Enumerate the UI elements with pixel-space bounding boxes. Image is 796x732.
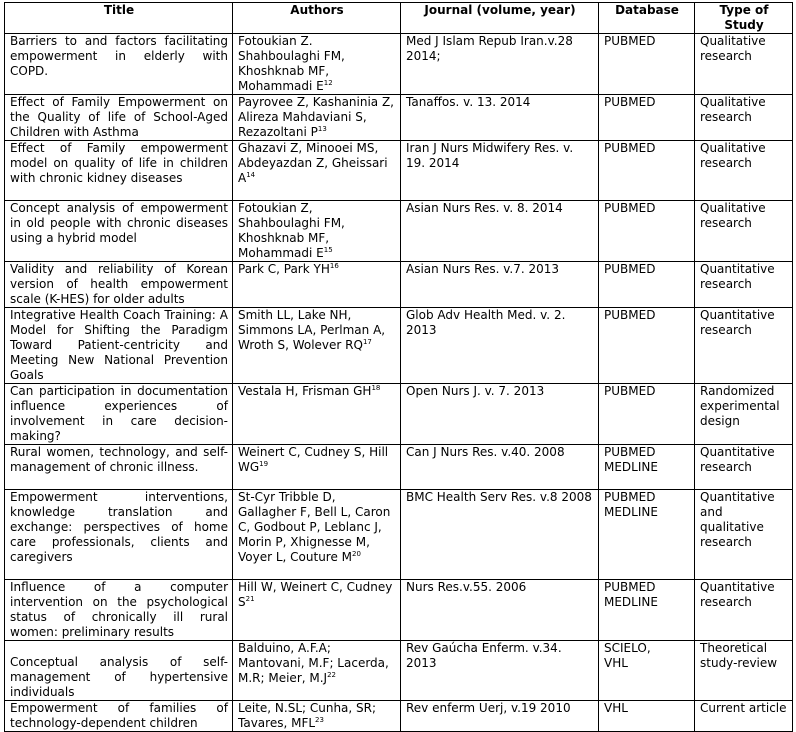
authors-text: Fotoukian Z, Shahboulaghi FM, Khoshknab MF, Mohammadi E <box>238 201 345 260</box>
cell-authors <box>233 34 401 95</box>
cell-authors <box>233 445 401 490</box>
cell-title: Conceptual analysis of self-management of hypertensive individuals <box>5 641 233 701</box>
reference-number: 19 <box>259 460 269 468</box>
cell-title: Effect of Family Empowerment on the Quality of life of School-Aged Children with Asthma <box>5 95 233 141</box>
cell-journal: Rev Gaúcha Enferm. v.34. 2013 <box>401 641 599 701</box>
cell-journal: Can J Nurs Res. v.40. 2008 <box>401 445 599 490</box>
cell-title: Rural women, technology, and self-management of chronic illness. <box>5 445 233 490</box>
reference-number: 12 <box>323 79 333 87</box>
cell-authors <box>233 308 401 384</box>
authors-text: St-Cyr Tribble D, Gallagher F, Bell L, Caron C, Godbout P, Leblanc J, Morin P, Xhignesse M, Voyer L, Couture M <box>238 490 391 564</box>
cell-database: SCIELO, VHL <box>599 641 695 701</box>
cell-title: Empowerment of families of technology-dependent children <box>5 701 233 732</box>
cell-authors <box>233 641 401 701</box>
cell-authors <box>233 490 401 580</box>
cell-type: Qualitative research <box>695 201 793 262</box>
authors-text: Weinert C, Cudney S, Hill WG <box>238 445 389 474</box>
cell-type: Quantitative research <box>695 262 793 308</box>
cell-type: Current article <box>695 701 793 732</box>
cell-authors <box>233 201 401 262</box>
studies-table <box>4 2 793 732</box>
cell-title: Empowerment interventions, knowledge translation and exchange: perspectives of home care professionals, clients and caregivers <box>5 490 233 580</box>
header-authors: Authors <box>233 3 401 34</box>
authors-text: Hill W, Weinert C, Cudney S <box>238 580 393 609</box>
authors-text: Balduino, A.F.A; Mantovani, M.F; Lacerda, M.R; Meier, M.J <box>238 641 389 685</box>
cell-database: PUBMED MEDLINE <box>599 445 695 490</box>
reference-number: 16 <box>329 262 339 270</box>
reference-number: 14 <box>246 171 256 179</box>
authors-text: Smith LL, Lake NH, Simmons LA, Perlman A, Wroth S, Wolever RQ <box>238 308 386 352</box>
cell-authors <box>233 262 401 308</box>
cell-title: Concept analysis of empowerment in old people with chronic diseases using a hybrid model <box>5 201 233 262</box>
authors-text: Leite, N.SL; Cunha, SR; Tavares, MFL <box>238 701 377 730</box>
reference-number: 18 <box>371 384 381 392</box>
cell-database: PUBMED <box>599 384 695 445</box>
table-row <box>5 701 793 732</box>
cell-database: PUBMED MEDLINE <box>599 580 695 641</box>
cell-type: Quantitative research <box>695 308 793 384</box>
cell-journal: Asian Nurs Res. v. 8. 2014 <box>401 201 599 262</box>
table-row <box>5 580 793 641</box>
cell-journal: BMC Health Serv Res. v.8 2008 <box>401 490 599 580</box>
reference-number: 20 <box>352 550 361 558</box>
cell-authors <box>233 701 401 732</box>
header-title: Title <box>5 3 233 34</box>
cell-title: Integrative Health Coach Training: A Model for Shifting the Paradigm Toward Patient-centricity and Meeting New National Prevention Goals <box>5 308 233 384</box>
table-row <box>5 641 793 701</box>
cell-journal: Med J Islam Repub Iran.v.28 2014; <box>401 34 599 95</box>
authors-text: Fotoukian Z. Shahboulaghi FM, Khoshknab MF, Mohammadi E <box>238 34 345 93</box>
authors-text: Ghazavi Z, Minooei MS, Abdeyazdan Z, Gheissari A <box>238 141 388 185</box>
header-database: Database <box>599 3 695 34</box>
header-journal: Journal (volume, year) <box>401 3 599 34</box>
cell-type: Qualitative research <box>695 34 793 95</box>
cell-type: Theoretical study-review <box>695 641 793 701</box>
cell-authors <box>233 141 401 201</box>
reference-number: 22 <box>327 671 337 679</box>
table-row <box>5 95 793 141</box>
cell-database: PUBMED <box>599 308 695 384</box>
table-row <box>5 34 793 95</box>
cell-journal: Nurs Res.v.55. 2006 <box>401 580 599 641</box>
cell-database: PUBMED <box>599 34 695 95</box>
cell-type: Quantitative and qualitative research <box>695 490 793 580</box>
reference-number: 15 <box>323 246 333 254</box>
cell-database: PUBMED <box>599 95 695 141</box>
cell-journal: Iran J Nurs Midwifery Res. v. 19. 2014 <box>401 141 599 201</box>
cell-journal: Tanaffos. v. 13. 2014 <box>401 95 599 141</box>
cell-title: Barriers to and factors facilitating empowerment in elderly with COPD. <box>5 34 233 95</box>
table-row <box>5 445 793 490</box>
cell-type: Qualitative research <box>695 141 793 201</box>
table-row <box>5 384 793 445</box>
reference-number: 13 <box>317 125 327 133</box>
reference-number: 21 <box>245 595 255 603</box>
cell-database: PUBMED MEDLINE <box>599 490 695 580</box>
cell-type: Quantitative research <box>695 445 793 490</box>
cell-authors <box>233 95 401 141</box>
cell-type: Qualitative research <box>695 95 793 141</box>
cell-title: Can participation in documentation influence experiences of involvement in care decision-making? <box>5 384 233 445</box>
cell-journal: Asian Nurs Res. v.7. 2013 <box>401 262 599 308</box>
cell-title: Validity and reliability of Korean version of health empowerment scale (K-HES) for older adults <box>5 262 233 308</box>
header-row <box>5 3 793 34</box>
table-row <box>5 262 793 308</box>
cell-title: Influence of a computer intervention on the psychological status of chronically ill rural women: preliminary results <box>5 580 233 641</box>
table-row <box>5 141 793 201</box>
cell-database: PUBMED <box>599 201 695 262</box>
cell-journal: Glob Adv Health Med. v. 2. 2013 <box>401 308 599 384</box>
cell-database: PUBMED <box>599 141 695 201</box>
table-row <box>5 490 793 580</box>
cell-authors <box>233 580 401 641</box>
table-row <box>5 308 793 384</box>
authors-text: Vestala H, Frisman GH <box>238 384 372 398</box>
cell-journal: Rev enferm Uerj, v.19 2010 <box>401 701 599 732</box>
reference-number: 17 <box>362 338 372 346</box>
cell-type: Randomized experimental design <box>695 384 793 445</box>
cell-database: PUBMED <box>599 262 695 308</box>
authors-text: Park C, Park YH <box>238 262 330 276</box>
cell-type: Quantitative research <box>695 580 793 641</box>
table-row <box>5 201 793 262</box>
cell-authors <box>233 384 401 445</box>
reference-number: 23 <box>315 716 324 724</box>
cell-title: Effect of Family empowerment model on quality of life in children with chronic kidney diseases <box>5 141 233 201</box>
cell-journal: Open Nurs J. v. 7. 2013 <box>401 384 599 445</box>
authors-text: Payrovee Z, Kashaninia Z, Alireza Mahdaviani S, Rezazoltani P <box>238 95 394 139</box>
cell-database: VHL <box>599 701 695 732</box>
header-type: Type of Study <box>695 3 793 34</box>
